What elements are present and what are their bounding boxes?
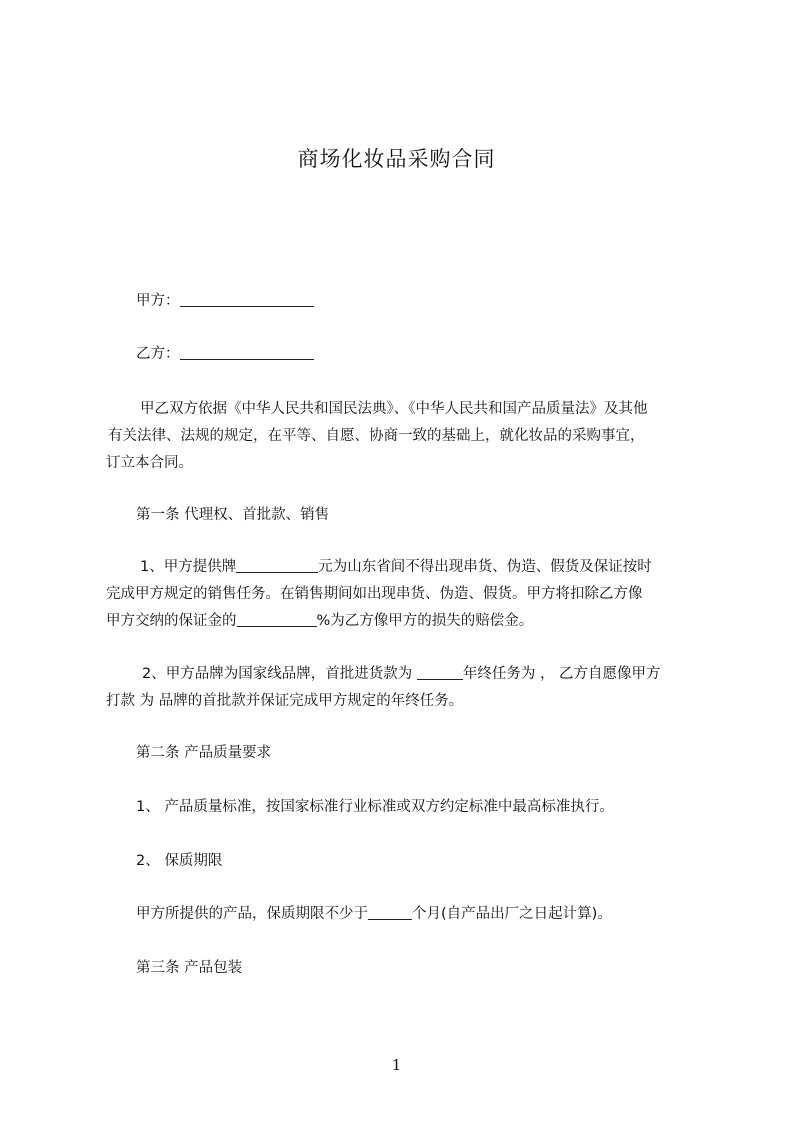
- page-number: 1: [391, 1056, 402, 1074]
- article-2-item-2: 2、 保质期限: [136, 853, 223, 869]
- shelf-life-line: [136, 904, 612, 924]
- page-title: 商场化妆品采购合同: [297, 147, 496, 171]
- article-3-heading: 第三条 产品包装: [136, 960, 243, 976]
- article-1-heading: 第一条 代理权、首批款、销售: [136, 507, 330, 523]
- article-1-para-1-text-b: 元为山东省间不得出现串货、伪造、假货及保证按时: [318, 559, 652, 575]
- shelf-life-text-b: 个月(自产品出厂之日起计算)。: [412, 906, 612, 922]
- article-1-para-1-text-a: 1、甲方提供牌: [140, 559, 237, 575]
- party-a-line: [136, 291, 314, 311]
- deposit-percent-blank: [237, 612, 317, 627]
- preamble-line-1: 甲乙双方依据《中华人民共和国民法典》、《中华人民共和国产品质量法》及其他: [140, 401, 648, 417]
- shelf-life-text-a: 甲方所提供的产品，保质期限不少于: [136, 906, 368, 922]
- preamble-line-3: 订立本合同。: [106, 455, 193, 471]
- party-b-blank: [180, 345, 314, 360]
- article-2-heading: 第二条 产品质量要求: [136, 745, 272, 761]
- article-1-para-1-line-2: 完成甲方规定的销售任务。在销售期间如出现串货、伪造、假货。甲方将扣除乙方像: [106, 586, 643, 602]
- article-2-item-1: 1、 产品质量标准，按国家标准行业标准或双方约定标准中最高标准执行。: [136, 799, 614, 815]
- preamble-line-2: 有关法律、法规的规定，在平等、自愿、协商一致的基础上，就化妆品的采购事宜，: [108, 428, 645, 444]
- article-1-para-2-text-a: 2、甲方品牌为国家线品牌，首批进货款为: [142, 666, 417, 682]
- article-1-para-1-text-c: 甲方交纳的保证金的: [106, 613, 237, 629]
- party-a-label: 甲方：: [136, 293, 180, 309]
- party-b-line: [136, 344, 314, 364]
- party-b-label: 乙方：: [136, 346, 180, 362]
- party-a-blank: [180, 292, 314, 307]
- article-1-para-2-line-2: 打款 为 品牌的首批款并保证完成甲方规定的年终任务。: [106, 693, 464, 709]
- article-1-para-1-line-3: [106, 611, 533, 631]
- article-1-para-1-text-d: %为乙方像甲方的损失的赔偿金。: [316, 613, 534, 629]
- article-1-para-1-line-1: [140, 557, 652, 577]
- shelf-life-months-blank: [368, 905, 412, 920]
- brand-blank: [236, 558, 318, 573]
- article-1-para-2-line-1: [142, 664, 661, 684]
- first-payment-blank: [417, 665, 463, 680]
- article-1-para-2-text-b: 年终任务为 ， 乙方自愿像甲方: [462, 666, 661, 682]
